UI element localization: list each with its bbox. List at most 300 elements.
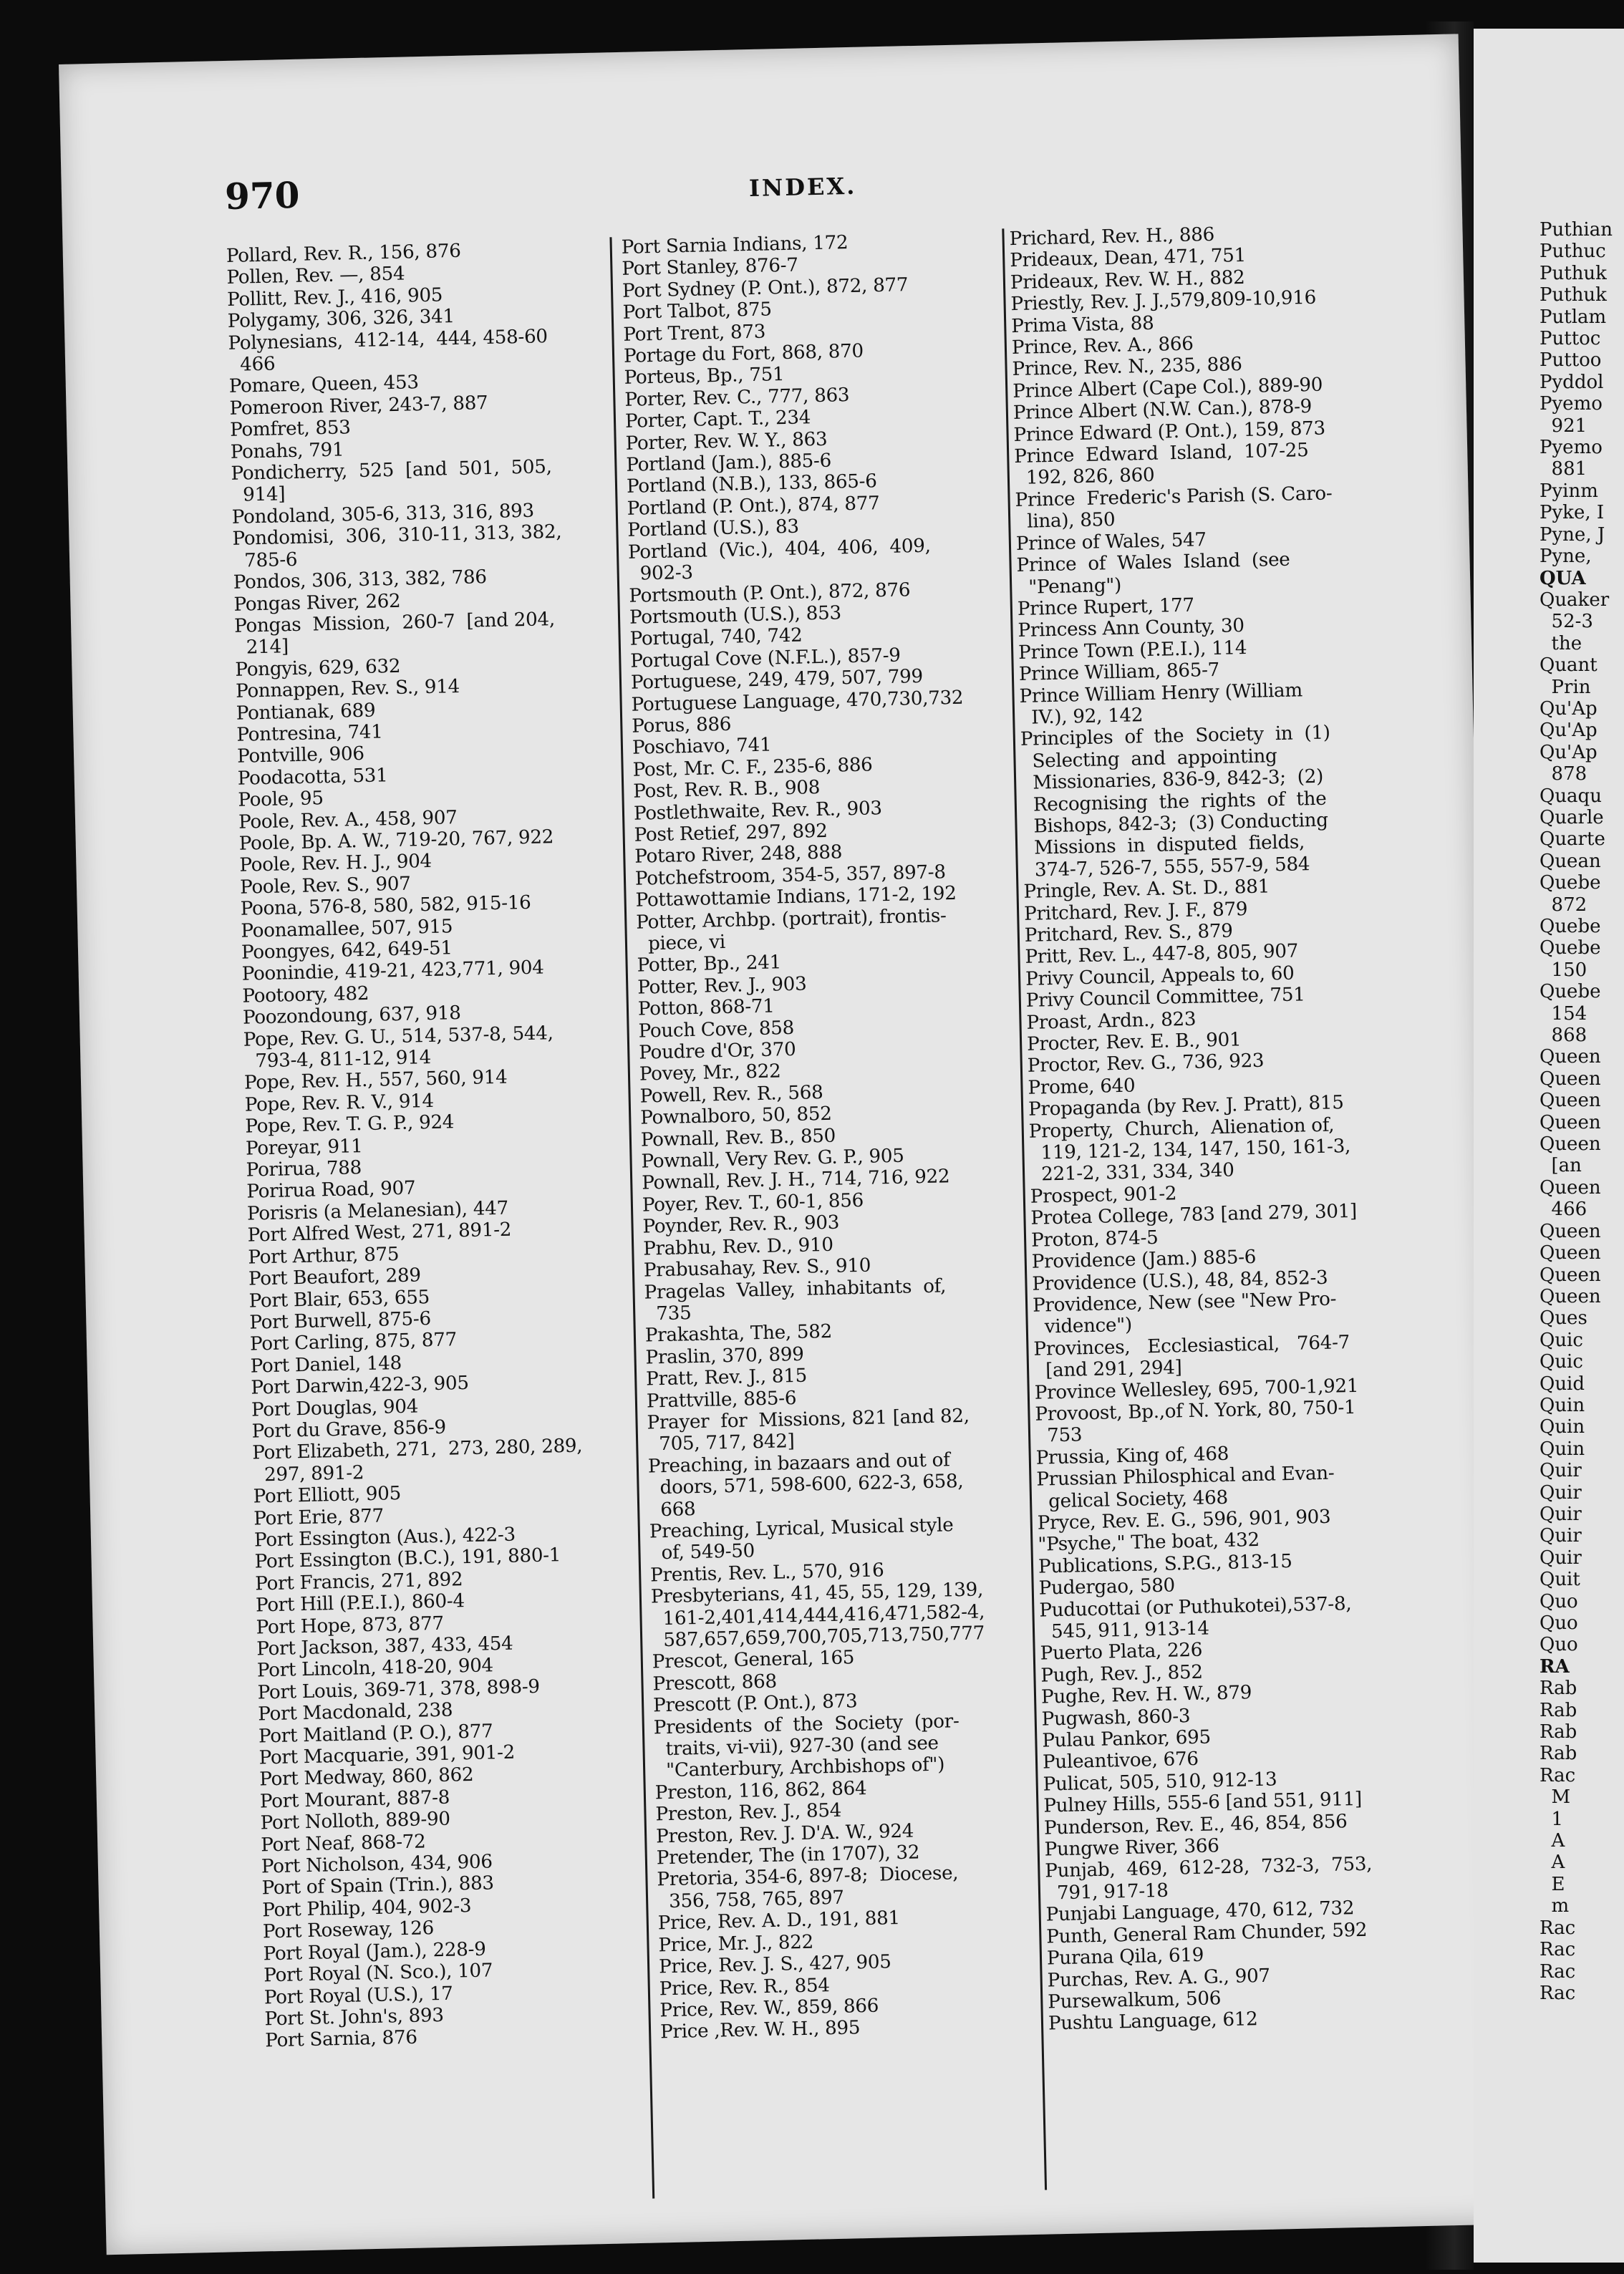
index-entry: Poreyar, 911 <box>245 1135 363 1160</box>
index-entry: Potter, Archbp. (portrait), frontis- <box>636 904 947 934</box>
index-entry: 791, 917-18 <box>1045 1879 1169 1905</box>
index-entry: Pretoria, 354-6, 897-8; Diocese, <box>657 1862 959 1891</box>
facing-index-entry: 878 <box>1540 763 1587 785</box>
index-entry: Portland (Vic.), 404, 406, 409, <box>627 535 931 563</box>
index-entry: Port Royal (U.S.), 17 <box>264 1983 453 2008</box>
index-entry: Polygamy, 306, 326, 341 <box>227 306 455 333</box>
index-entry: Prattville, 885-6 <box>646 1387 797 1413</box>
index-entry: Port Hill (P.E.I.), 860-4 <box>255 1590 465 1617</box>
index-entry: Prince of Wales Island (see <box>1016 548 1290 577</box>
facing-index-entry: 921 <box>1540 415 1587 437</box>
index-entry: Prabusahay, Rev. S., 910 <box>643 1254 871 1282</box>
facing-index-entry: Quo <box>1540 1634 1578 1656</box>
index-entry: 161-2,401,414,444,416,471,582-4, <box>651 1600 985 1630</box>
facing-index-entry: Quean <box>1540 850 1601 872</box>
facing-index-entry: m <box>1540 1895 1570 1917</box>
index-entry: Purana Qila, 619 <box>1046 1944 1204 1970</box>
index-entry: Ponahs, 791 <box>230 439 344 463</box>
index-entry: Puleantivoe, 676 <box>1042 1748 1199 1774</box>
index-entry: Potter, Bp., 241 <box>637 952 782 977</box>
index-entry: Porisris (a Melanesian), 447 <box>246 1197 509 1225</box>
index-entry: Protea College, 783 [and 279, 301] <box>1030 1201 1358 1230</box>
index-entry: Pontresina, 741 <box>236 721 383 746</box>
index-entry: Potaro River, 248, 888 <box>634 841 843 869</box>
index-entry: Presidents of the Society (por- <box>653 1710 960 1739</box>
index-entry: Potter, Rev. J., 903 <box>637 973 807 999</box>
index-entry: Selecting and appointing <box>1020 745 1277 773</box>
index-entry: 545, 911, 913-14 <box>1039 1617 1210 1643</box>
index-entry: Pragelas Valley, inhabitants of, <box>644 1274 947 1304</box>
facing-index-entry: Quin <box>1540 1416 1585 1438</box>
index-entry: Poonamallee, 507, 915 <box>241 915 453 942</box>
facing-index-entry: Pyemo <box>1540 437 1603 459</box>
index-entry: Prussian Philosphical and Evan- <box>1036 1462 1335 1491</box>
facing-index-entry: Queen <box>1540 1264 1601 1286</box>
index-entry: Port Macquarie, 391, 901-2 <box>258 1741 516 1769</box>
facing-index-entry: Quid <box>1540 1373 1585 1395</box>
index-entry: Prescott (P. Ont.), 873 <box>652 1690 858 1717</box>
index-entry: Pondos, 306, 313, 382, 786 <box>233 566 487 594</box>
index-entry: Providence (U.S.), 48, 84, 852-3 <box>1032 1267 1328 1295</box>
index-entry: gelical Society, 468 <box>1036 1486 1229 1513</box>
index-entry: Port Darwin,422-3, 905 <box>251 1373 469 1399</box>
index-entry: Privy Council Committee, 751 <box>1025 984 1305 1012</box>
facing-index-entry: Quebe <box>1540 937 1601 959</box>
index-entry: Prescott, 868 <box>652 1670 778 1695</box>
facing-index-entry: Puthuk <box>1540 284 1607 306</box>
index-entry: Poyer, Rev. T., 60-1, 856 <box>642 1189 864 1216</box>
index-entry: Priestly, Rev. J. J.,579,809-10,916 <box>1010 286 1317 316</box>
index-entry: Pulicat, 505, 510, 912-13 <box>1043 1769 1277 1796</box>
index-entry: Potchefstroom, 354-5, 357, 897-8 <box>634 861 946 890</box>
index-entry: Post, Mr. C. F., 235-6, 886 <box>632 754 873 781</box>
index-entry: Bishops, 842-3; (3) Conducting <box>1022 809 1328 838</box>
index-entry: Port Nolloth, 889-90 <box>260 1808 451 1834</box>
facing-index-entry: Qu'Ap <box>1540 697 1598 720</box>
index-entry: Pungwe River, 366 <box>1044 1835 1219 1861</box>
facing-index-entry: A <box>1540 1852 1565 1874</box>
facing-index-entry: the <box>1540 632 1582 654</box>
index-entry: Missions in disputed fields, <box>1022 831 1305 860</box>
index-entry: Pryce, Rev. E. G., 596, 901, 903 <box>1037 1506 1331 1534</box>
facing-index-entry: Quir <box>1540 1525 1582 1547</box>
index-entry: Port Royal (Jam.), 228-9 <box>263 1938 486 1965</box>
index-entry: Preston, Rev. J., 854 <box>655 1799 842 1826</box>
index-entry: Porter, Rev. C., 777, 863 <box>624 384 850 411</box>
facing-index-entry: Queen <box>1540 1111 1601 1133</box>
facing-index-entry: Queen <box>1540 1242 1601 1264</box>
index-entry: Portland (P. Ont.), 874, 877 <box>627 493 880 520</box>
facing-page-fragment <box>1474 29 1624 2263</box>
facing-index-entry: Quaker <box>1540 589 1610 611</box>
facing-index-entry: Rab <box>1540 1743 1577 1765</box>
index-entry: Pratt, Rev. J., 815 <box>645 1365 808 1390</box>
index-entry: Portland (Jam.), 885-6 <box>626 450 832 476</box>
index-entry: Privy Council, Appeals to, 60 <box>1025 962 1295 990</box>
facing-index-entry: 150 <box>1540 959 1587 981</box>
index-entry: Price, Rev. R., 854 <box>659 1974 830 2000</box>
index-entry: Poole, 95 <box>238 788 324 811</box>
index-entry: Prescot, General, 165 <box>652 1647 855 1673</box>
index-entry: Prabhu, Rev. D., 910 <box>642 1234 834 1260</box>
index-entry: Poole, Bp. A. W., 719-20, 767, 922 <box>238 826 554 855</box>
index-entry: Port Elizabeth, 271, 273, 280, 289, <box>252 1435 583 1464</box>
facing-index-entry: Puthian <box>1540 219 1613 241</box>
index-entry: Provoost, Bp.,of N. York, 80, 750-1 <box>1035 1396 1356 1426</box>
index-entry: Pomare, Queen, 453 <box>228 372 420 398</box>
index-entry: Pudergao, 580 <box>1038 1574 1176 1600</box>
facing-index-entry: Queen <box>1540 1090 1601 1112</box>
index-entry: Port Douglas, 904 <box>251 1395 419 1421</box>
index-entry: Preston, 116, 862, 864 <box>654 1777 867 1804</box>
facing-index-entry: Quic <box>1540 1329 1583 1351</box>
facing-index-entry: Quarte <box>1540 828 1605 851</box>
facing-index-entry: 154 <box>1540 1002 1587 1025</box>
facing-index-entry: Quebe <box>1540 981 1601 1003</box>
facing-index-entry: Pyemo <box>1540 393 1603 415</box>
index-entry: Port of Spain (Trin.), 883 <box>261 1872 495 1900</box>
index-entry: Pope, Rev. T. G. P., 924 <box>245 1111 455 1138</box>
index-entry: Punderson, Rev. E., 46, 854, 856 <box>1043 1810 1348 1839</box>
running-head: INDEX. <box>748 172 857 203</box>
index-entry: Pursewalkum, 506 <box>1048 1988 1222 2013</box>
facing-index-entry: Quin <box>1540 1394 1585 1416</box>
facing-index-entry: Queen <box>1540 1285 1601 1307</box>
facing-index-entry: Puttoo <box>1540 349 1602 372</box>
index-entry: Pondoland, 305-6, 313, 316, 893 <box>231 500 535 528</box>
index-entry: Pugwash, 860-3 <box>1041 1705 1191 1731</box>
index-entry: Port Stanley, 876-7 <box>622 254 798 281</box>
index-entry: Pope, Rev. G. U., 514, 537-8, 544, <box>243 1022 554 1051</box>
facing-index-entry: Quit <box>1540 1569 1580 1591</box>
facing-index-entry: Puttoc <box>1540 328 1601 350</box>
index-entry: Port Burwell, 875-6 <box>249 1307 432 1334</box>
index-entry: traits, vi-vii), 927-30 (and see <box>654 1732 939 1761</box>
index-entry: Pongyis, 629, 632 <box>235 655 401 681</box>
index-entry: Punjabi Language, 470, 612, 732 <box>1045 1897 1355 1926</box>
index-entry: Pondicherry, 525 [and 501, 505, <box>231 456 552 485</box>
facing-index-entry: Prin <box>1540 676 1591 698</box>
facing-index-entry: Putlam <box>1540 306 1607 328</box>
index-entry: Prideaux, Rev. W. H., 882 <box>1010 266 1245 294</box>
index-entry: vidence") <box>1033 1315 1133 1339</box>
index-entry: 668 <box>648 1498 696 1521</box>
facing-index-entry: Queen <box>1540 1133 1601 1156</box>
index-column-3 <box>1009 220 1453 2035</box>
index-entry: Port Sydney (P. Ont.), 872, 877 <box>622 274 909 302</box>
facing-index-entry: Puthuk <box>1540 262 1607 284</box>
facing-index-entry: Quo <box>1540 1612 1578 1634</box>
index-entry: doors, 571, 598-600, 622-3, 658, <box>648 1471 964 1499</box>
index-entry: Prentis, Rev. L., 570, 916 <box>649 1559 884 1587</box>
index-entry: Purchas, Rev. A. G., 907 <box>1047 1965 1271 1992</box>
index-entry: Prince Town (P.E.I.), 114 <box>1018 637 1247 664</box>
index-entry: Poole, Rev. A., 458, 907 <box>238 806 458 833</box>
facing-index-entry: Pyddol <box>1540 371 1604 393</box>
index-entry: Portugal Cove (N.F.L.), 857-9 <box>630 644 901 672</box>
facing-index-entry: Quir <box>1540 1547 1582 1569</box>
index-entry: Portugal, 740, 742 <box>629 624 803 651</box>
index-entry: Pondomisi, 306, 310-11, 313, 382, <box>232 521 562 551</box>
index-entry: Prideaux, Dean, 471, 751 <box>1009 245 1247 272</box>
facing-index-entry: 1 <box>1540 1808 1564 1830</box>
index-entry: Pulney Hills, 555-6 [and 551, 911] <box>1043 1789 1363 1817</box>
index-entry: Preaching, Lyrical, Musical style <box>649 1514 954 1543</box>
index-entry: Pootoory, 482 <box>242 982 369 1007</box>
index-entry: Port Trent, 873 <box>623 321 766 346</box>
facing-index-entry: QUA <box>1540 567 1586 589</box>
index-entry: Proctor, Rev. G., 736, 923 <box>1027 1050 1265 1078</box>
facing-index-entry: Rac <box>1540 1982 1576 2004</box>
index-entry: Port Neaf, 868-72 <box>260 1831 426 1857</box>
index-entry: 374-7, 526-7, 555, 557-9, 584 <box>1023 853 1310 881</box>
index-entry: Portuguese Language, 470,730,732 <box>631 687 964 716</box>
facing-index-entry: Pyinm <box>1540 480 1598 502</box>
index-entry: Portage du Fort, 868, 870 <box>623 340 864 367</box>
index-entry: "Canterbury, Archbishops of") <box>654 1754 945 1782</box>
index-entry: Price, Rev. W., 859, 866 <box>659 1995 879 2022</box>
index-entry: Prayer for Missions, 821 [and 82, <box>647 1405 970 1434</box>
index-entry: Pulau Pankor, 695 <box>1042 1726 1212 1752</box>
index-entry: Poodacotta, 531 <box>237 764 388 790</box>
index-entry: Port Macdonald, 238 <box>258 1699 453 1726</box>
index-entry: Pretender, The (in 1707), 32 <box>656 1842 920 1869</box>
facing-index-entry: Ques <box>1540 1307 1587 1330</box>
index-entry: Poudre d'Or, 370 <box>638 1038 796 1064</box>
index-entry: Port Sarnia, 876 <box>264 2027 418 2052</box>
index-entry: Potton, 868-71 <box>637 995 775 1020</box>
index-entry: Punjab, 469, 612-28, 732-3, 753, <box>1045 1854 1373 1883</box>
index-entry: Port Royal (N. Sco.), 107 <box>263 1960 493 1987</box>
index-page <box>59 34 1506 2255</box>
facing-index-entry: Queen <box>1540 1068 1601 1090</box>
index-entry: Publications, S.P.G., 813-15 <box>1038 1550 1292 1578</box>
index-entry: Missionaries, 836-9, 842-3; (2) <box>1020 765 1324 795</box>
index-entry: Poozondoung, 637, 918 <box>242 1002 461 1029</box>
facing-index-entry: Quo <box>1540 1590 1578 1612</box>
facing-index-entry: Rac <box>1540 1939 1576 1961</box>
page-number: 970 <box>224 173 301 218</box>
index-entry: 735 <box>644 1302 692 1325</box>
index-entry: Prichard, Rev. H., 886 <box>1009 223 1215 251</box>
index-entry: Prussia, King of, 468 <box>1035 1443 1229 1469</box>
facing-index-entry: Pyke, I <box>1540 502 1605 524</box>
index-entry: Principles of the Society in (1) <box>1020 722 1331 751</box>
index-entry: Porirua Road, 907 <box>246 1177 416 1204</box>
index-entry: Preston, Rev. J. D'A. W., 924 <box>655 1820 914 1848</box>
index-entry: Postlethwaite, Rev. R., 903 <box>633 797 883 825</box>
index-entry: 793-4, 811-12, 914 <box>243 1047 432 1073</box>
index-entry: Port Nicholson, 434, 906 <box>261 1851 493 1878</box>
index-entry: IV.), 92, 142 <box>1019 705 1144 729</box>
facing-index-entry: 52-3 <box>1540 611 1593 633</box>
index-entry: Prospect, 901-2 <box>1030 1183 1177 1208</box>
facing-index-entry: Puthuc <box>1540 241 1606 263</box>
index-entry: Port Lincoln, 418-20, 904 <box>256 1655 494 1682</box>
index-entry: 785-6 <box>232 548 298 572</box>
index-column-1 <box>226 237 667 2052</box>
facing-index-entry: RA <box>1540 1655 1570 1678</box>
index-entry: Recognising the rights of the <box>1021 788 1327 816</box>
index-entry: Property, Church, Alienation of, <box>1028 1114 1335 1143</box>
index-entry: Port Blair, 653, 655 <box>248 1286 430 1312</box>
index-entry: Prakashta, The, 582 <box>644 1321 833 1347</box>
index-entry: Prince Albert (N.W. Can.), 878-9 <box>1012 396 1313 425</box>
index-entry: Pontville, 906 <box>236 743 365 768</box>
index-entry: Powell, Rev. R., 568 <box>639 1081 823 1108</box>
facing-index-entry: Quarle <box>1540 806 1604 828</box>
index-entry: 356, 758, 765, 897 <box>657 1887 844 1913</box>
index-entry: 214] <box>234 636 289 659</box>
index-entry: Port Essington (Aus.), 422-3 <box>253 1524 516 1552</box>
index-entry: Pollard, Rev. R., 156, 876 <box>226 240 461 267</box>
index-entry: Pownalboro, 50, 852 <box>639 1103 832 1129</box>
index-entry: Puerto Plata, 226 <box>1040 1640 1203 1665</box>
index-entry: Portsmouth (U.S.), 853 <box>629 602 842 629</box>
facing-page-column <box>1540 219 1613 2004</box>
facing-index-entry: Queen <box>1540 1046 1601 1068</box>
index-entry: Providence (Jam.) 885-6 <box>1031 1247 1257 1273</box>
index-entry: 753 <box>1035 1424 1083 1448</box>
index-entry: Poongyes, 642, 649-51 <box>241 937 453 964</box>
index-entry: 192, 826, 860 <box>1014 465 1155 490</box>
index-entry: Propaganda (by Rev. J. Pratt), 815 <box>1028 1092 1344 1121</box>
facing-index-entry: Queen <box>1540 1220 1601 1242</box>
index-entry: Prince Frederic's Parish (S. Caro- <box>1015 483 1333 511</box>
index-entry: Port Jackson, 387, 433, 454 <box>256 1632 513 1660</box>
index-entry: Pringle, Rev. A. St. D., 881 <box>1023 876 1270 904</box>
index-entry: Port Elliott, 905 <box>253 1483 402 1508</box>
index-entry: Port Daniel, 148 <box>250 1352 402 1378</box>
index-entry: Port Louis, 369-71, 378, 898-9 <box>257 1675 541 1704</box>
facing-index-entry: [an <box>1540 1155 1582 1177</box>
index-entry: 221-2, 331, 334, 340 <box>1029 1160 1234 1186</box>
index-entry: 119, 121-2, 134, 147, 150, 161-3, <box>1029 1136 1351 1164</box>
index-entry: Polynesians, 412-14, 444, 458-60 <box>228 325 548 354</box>
index-entry: Prome, 640 <box>1028 1075 1136 1099</box>
facing-index-entry: Rac <box>1540 1960 1576 1983</box>
index-entry: Provinces, Ecclesiastical, 764-7 <box>1033 1331 1350 1360</box>
facing-index-entry: Qu'Ap <box>1540 741 1598 763</box>
index-entry: Prince of Wales, 547 <box>1015 528 1207 555</box>
index-entry: Port Mourant, 887-8 <box>259 1786 450 1813</box>
index-entry: Povey, Mr., 822 <box>639 1060 781 1086</box>
facing-index-entry: Qu'Ap <box>1540 720 1598 742</box>
index-entry: Pughe, Rev. H. W., 879 <box>1040 1682 1252 1708</box>
index-entry: Pouch Cove, 858 <box>638 1017 795 1042</box>
facing-index-entry: E <box>1540 1873 1565 1895</box>
index-entry: Portuguese, 249, 479, 507, 799 <box>630 666 924 694</box>
index-entry: Port Sarnia Indians, 172 <box>621 232 849 258</box>
facing-index-entry: Rac <box>1540 1917 1576 1939</box>
index-entry: Pritt, Rev. L., 447-8, 805, 907 <box>1025 940 1299 969</box>
facing-index-entry: 872 <box>1540 894 1587 916</box>
index-entry: Portland (N.B.), 133, 865-6 <box>626 470 877 498</box>
facing-index-entry: Quaqu <box>1540 785 1602 807</box>
index-entry: Port Arthur, 875 <box>248 1243 400 1269</box>
index-entry: Pope, Rev. R. V., 914 <box>244 1090 435 1116</box>
index-entry: Port Beaufort, 289 <box>248 1264 422 1290</box>
facing-index-entry: Quin <box>1540 1438 1585 1460</box>
facing-index-entry: 868 <box>1540 1025 1587 1047</box>
index-entry: Port Medway, 860, 862 <box>259 1764 474 1791</box>
index-entry: Port Maitland (P. O.), 877 <box>258 1720 493 1748</box>
index-entry: Porter, Capt. T., 234 <box>624 407 811 433</box>
facing-index-entry: Quic <box>1540 1351 1583 1373</box>
facing-index-entry: M <box>1540 1786 1571 1809</box>
index-entry: Pongas Mission, 260-7 [and 204, <box>233 608 556 637</box>
index-entry: Port St. John's, 893 <box>264 2004 444 2031</box>
index-entry: Portland (U.S.), 83 <box>627 516 800 542</box>
index-entry: Price ,Rev. W. H., 895 <box>659 2017 861 2043</box>
index-entry: Port du Grave, 856-9 <box>251 1416 447 1443</box>
index-entry: 902-3 <box>628 561 694 585</box>
facing-index-entry: Rab <box>1540 1721 1577 1743</box>
index-entry: piece, vi <box>636 931 726 955</box>
index-column-2 <box>621 228 1061 2043</box>
index-entry: Port Hope, 873, 877 <box>256 1612 445 1639</box>
facing-index-entry: A <box>1540 1830 1565 1852</box>
index-entry: Pollen, Rev. —, 854 <box>226 263 405 289</box>
index-entry: Price, Rev. J. S., 427, 905 <box>658 1951 891 1978</box>
index-entry: Prince William Henry (William <box>1019 679 1303 707</box>
index-entry: Praslin, 370, 899 <box>645 1343 804 1369</box>
index-entry: Poschiavo, 741 <box>632 734 772 760</box>
index-entry: 297, 891-2 <box>252 1461 364 1486</box>
index-entry: Prince Edward (P. Ont.), 159, 873 <box>1013 417 1326 446</box>
index-entry: Post, Rev. R. B., 908 <box>633 777 821 803</box>
facing-index-entry: Quebe <box>1540 916 1601 937</box>
index-entry: 914] <box>231 483 286 507</box>
index-entry: Pongas River, 262 <box>233 590 401 616</box>
index-entry: Prince Edward Island, 107-25 <box>1013 440 1309 468</box>
index-entry: Port Philip, 404, 902-3 <box>261 1895 472 1922</box>
facing-index-entry: 881 <box>1540 458 1587 480</box>
facing-index-entry: Quir <box>1540 1460 1582 1482</box>
index-entry: Pomfret, 853 <box>229 417 351 442</box>
index-entry: Pollitt, Rev. J., 416, 905 <box>226 284 443 311</box>
index-entry: Port Talbot, 875 <box>622 299 773 324</box>
facing-index-entry: Quir <box>1540 1503 1582 1525</box>
index-entry: Prince Albert (Cape Col.), 889-90 <box>1012 374 1323 402</box>
index-entry: Puducottai (or Puthukotei),537-8, <box>1039 1592 1352 1622</box>
index-entry: 587,657,659,700,705,713,750,777 <box>651 1622 985 1652</box>
facing-index-entry: Rab <box>1540 1678 1577 1700</box>
index-entry: Pownall, Rev. B., 850 <box>640 1125 836 1151</box>
index-entry: Proast, Ardn., 823 <box>1026 1008 1197 1034</box>
index-entry: Preaching, in bazaars and out of <box>647 1449 950 1478</box>
index-entry: Port Essington (B.C.), 191, 880-1 <box>254 1544 561 1573</box>
index-entry: Pritchard, Rev. S., 879 <box>1024 920 1233 947</box>
index-entry: Price, Rev. A. D., 191, 881 <box>657 1907 901 1935</box>
index-entry: Pugh, Rev. J., 852 <box>1040 1661 1204 1687</box>
index-entry: Presbyterians, 41, 45, 55, 129, 139, <box>650 1579 984 1608</box>
index-entry: Porter, Rev. W. Y., 863 <box>625 428 828 455</box>
index-entry: Proton, 874-5 <box>1030 1226 1159 1252</box>
index-entry: Post Retief, 297, 892 <box>634 820 828 846</box>
index-entry: Port Erie, 877 <box>253 1505 385 1530</box>
index-entry: Price, Mr. J., 822 <box>658 1931 814 1957</box>
facing-index-entry: 466 <box>1540 1199 1587 1221</box>
index-entry: Prince William, 865-7 <box>1018 659 1220 686</box>
index-entry: lina), 850 <box>1015 509 1116 533</box>
index-entry: Poole, Rev. S., 907 <box>239 873 411 899</box>
index-entry: Punth, General Ram Chunder, 592 <box>1046 1919 1368 1948</box>
index-entry: Prince, Rev. A., 866 <box>1011 333 1194 359</box>
index-entry: Prince, Rev. N., 235, 886 <box>1012 354 1242 381</box>
index-entry: [and 291, 294] <box>1033 1357 1182 1382</box>
index-entry: Pushtu Language, 612 <box>1048 2008 1258 2035</box>
